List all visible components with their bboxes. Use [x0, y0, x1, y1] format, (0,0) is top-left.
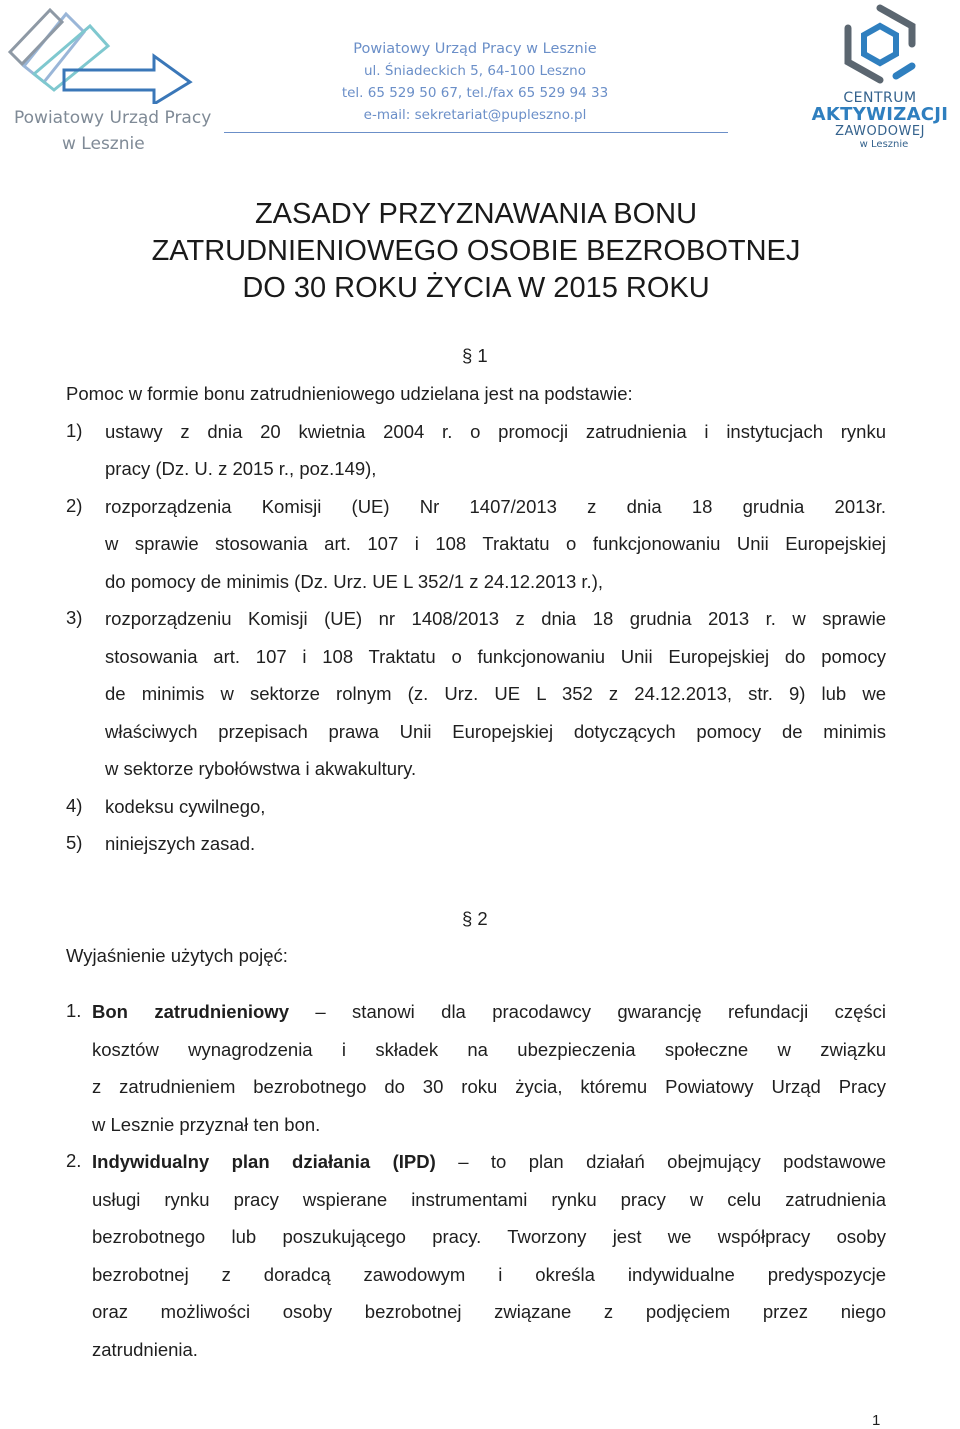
logo-right-text-line4: w Lesznie: [859, 139, 909, 150]
section-1-intro: Pomoc w formie bonu zatrudnieniowego udzielana jest na podstawie:: [66, 383, 633, 404]
logo-left-text-line2: w Lesznie: [62, 134, 145, 154]
logo-right-text-line3: ZAWODOWEJ: [835, 124, 925, 139]
logo-right-text-line2: AKTYWIZACJI: [811, 104, 949, 125]
section-2-heading: § 2: [462, 908, 488, 929]
section-1-heading: § 1: [462, 345, 488, 366]
list-item-line: de minimis w sektorze rolnym (z. Urz. UE L 352 z 24.12.2013, str. 9) lub we: [105, 683, 886, 704]
list-item-line: rozporządzenia Komisji (UE) Nr 1407/2013 z dnia 18 grudnia 2013r.: [105, 496, 886, 517]
list-item-line: niniejszych zasad.: [105, 833, 256, 854]
list-item-number: 3): [66, 607, 83, 628]
definition-term: Bon zatrudnieniowy: [92, 1001, 289, 1022]
list-item-line: pracy (Dz. U. z 2015 r., poz.149),: [105, 458, 377, 479]
list-item-line: w sektorze rybołówstwa i akwakultury.: [105, 758, 417, 779]
page-number: 1: [872, 1412, 881, 1429]
definition-line: bezrobotnego lub poszukującego pracy. Tworzony jest we współpracy osoby: [92, 1226, 886, 1247]
title-line-2: ZATRUDNIENIOWEGO OSOBIE BEZROBOTNEJ: [151, 235, 801, 267]
document-title: [60, 196, 892, 307]
office-name: Powiatowy Urząd Pracy w Lesznie: [353, 41, 597, 57]
definition-line: z zatrudnieniem bezrobotnego do 30 roku życia, któremu Powiatowy Urząd Pracy: [92, 1076, 886, 1097]
definition-term: Indywidualny plan działania (IPD): [92, 1151, 436, 1172]
list-item-line: rozporządzeniu Komisji (UE) nr 1408/2013 z dnia 18 grudnia 2013 r. w sprawie: [105, 608, 886, 629]
logo-left-text-line1: Powiatowy Urząd Pracy: [14, 108, 212, 128]
definition-line: [92, 1000, 886, 1024]
list-item-number: 2): [66, 495, 83, 516]
caz-logo: [800, 0, 960, 156]
definition-line: usługi rynku pracy wspierane instrumentami rynku pracy w celu zatrudnienia: [92, 1189, 886, 1210]
definition-line: zatrudnienia.: [92, 1339, 198, 1360]
definition-text: – stanowi dla pracodawcy gwarancję refundacji części: [315, 1001, 886, 1022]
definition-number: 1.: [66, 1000, 82, 1021]
list-item-line: stosowania art. 107 i 108 Traktatu o funkcjonowaniu Unii Europejskiej do pomocy: [105, 646, 886, 667]
logo-right-text-line1: CENTRUM: [843, 90, 917, 106]
definition-text: – to plan działań obejmujący podstawowe: [458, 1151, 886, 1172]
pup-logo: [4, 4, 212, 154]
list-item-line: kodeksu cywilnego,: [105, 796, 266, 817]
definition-line: bezrobotnej z doradcą zawodowym i określa indywidualne predyspozycje: [92, 1264, 886, 1285]
definition-line: kosztów wynagrodzenia i składek na ubezpieczenia społeczne w związku: [92, 1039, 886, 1060]
section-2-intro: Wyjaśnienie użytych pojęć:: [66, 945, 288, 966]
office-street: ul. Śniadeckich 5, 64-100 Leszno: [364, 63, 586, 79]
definition-number: 2.: [66, 1150, 82, 1171]
header-address: [300, 38, 650, 126]
definition-line: oraz możliwości osoby bezrobotnej związane z podjęciem przez niego: [92, 1301, 886, 1322]
list-item-line: ustawy z dnia 20 kwietnia 2004 r. o promocji zatrudnienia i instytucjach rynku: [105, 421, 886, 442]
list-item-line: w sprawie stosowania art. 107 i 108 Traktatu o funkcjonowaniu Unii Europejskiej: [105, 533, 886, 554]
list-item-number: 1): [66, 420, 83, 441]
header-divider: [224, 132, 728, 133]
definition-line: w Lesznie przyznał ten bon.: [92, 1114, 321, 1135]
title-line-1: ZASADY PRZYZNAWANIA BONU: [254, 198, 698, 230]
office-phone: tel. 65 529 50 67, tel./fax 65 529 94 33: [341, 85, 609, 101]
pup-logo-icon: [4, 4, 200, 104]
list-item-line: do pomocy de minimis (Dz. Urz. UE L 352/1 z 24.12.2013 r.),: [105, 571, 604, 592]
definition-line: [92, 1150, 886, 1174]
title-line-3: DO 30 ROKU ŻYCIA W 2015 ROKU: [242, 272, 710, 304]
list-item-line: właściwych przepisach prawa Unii Europejskiej dotyczących pomocy de minimis: [105, 721, 886, 742]
caz-logo-icon: [840, 4, 920, 88]
list-item-number: 4): [66, 795, 83, 816]
office-email: e-mail: sekretariat@pupleszno.pl: [363, 107, 587, 123]
list-item-number: 5): [66, 832, 83, 853]
